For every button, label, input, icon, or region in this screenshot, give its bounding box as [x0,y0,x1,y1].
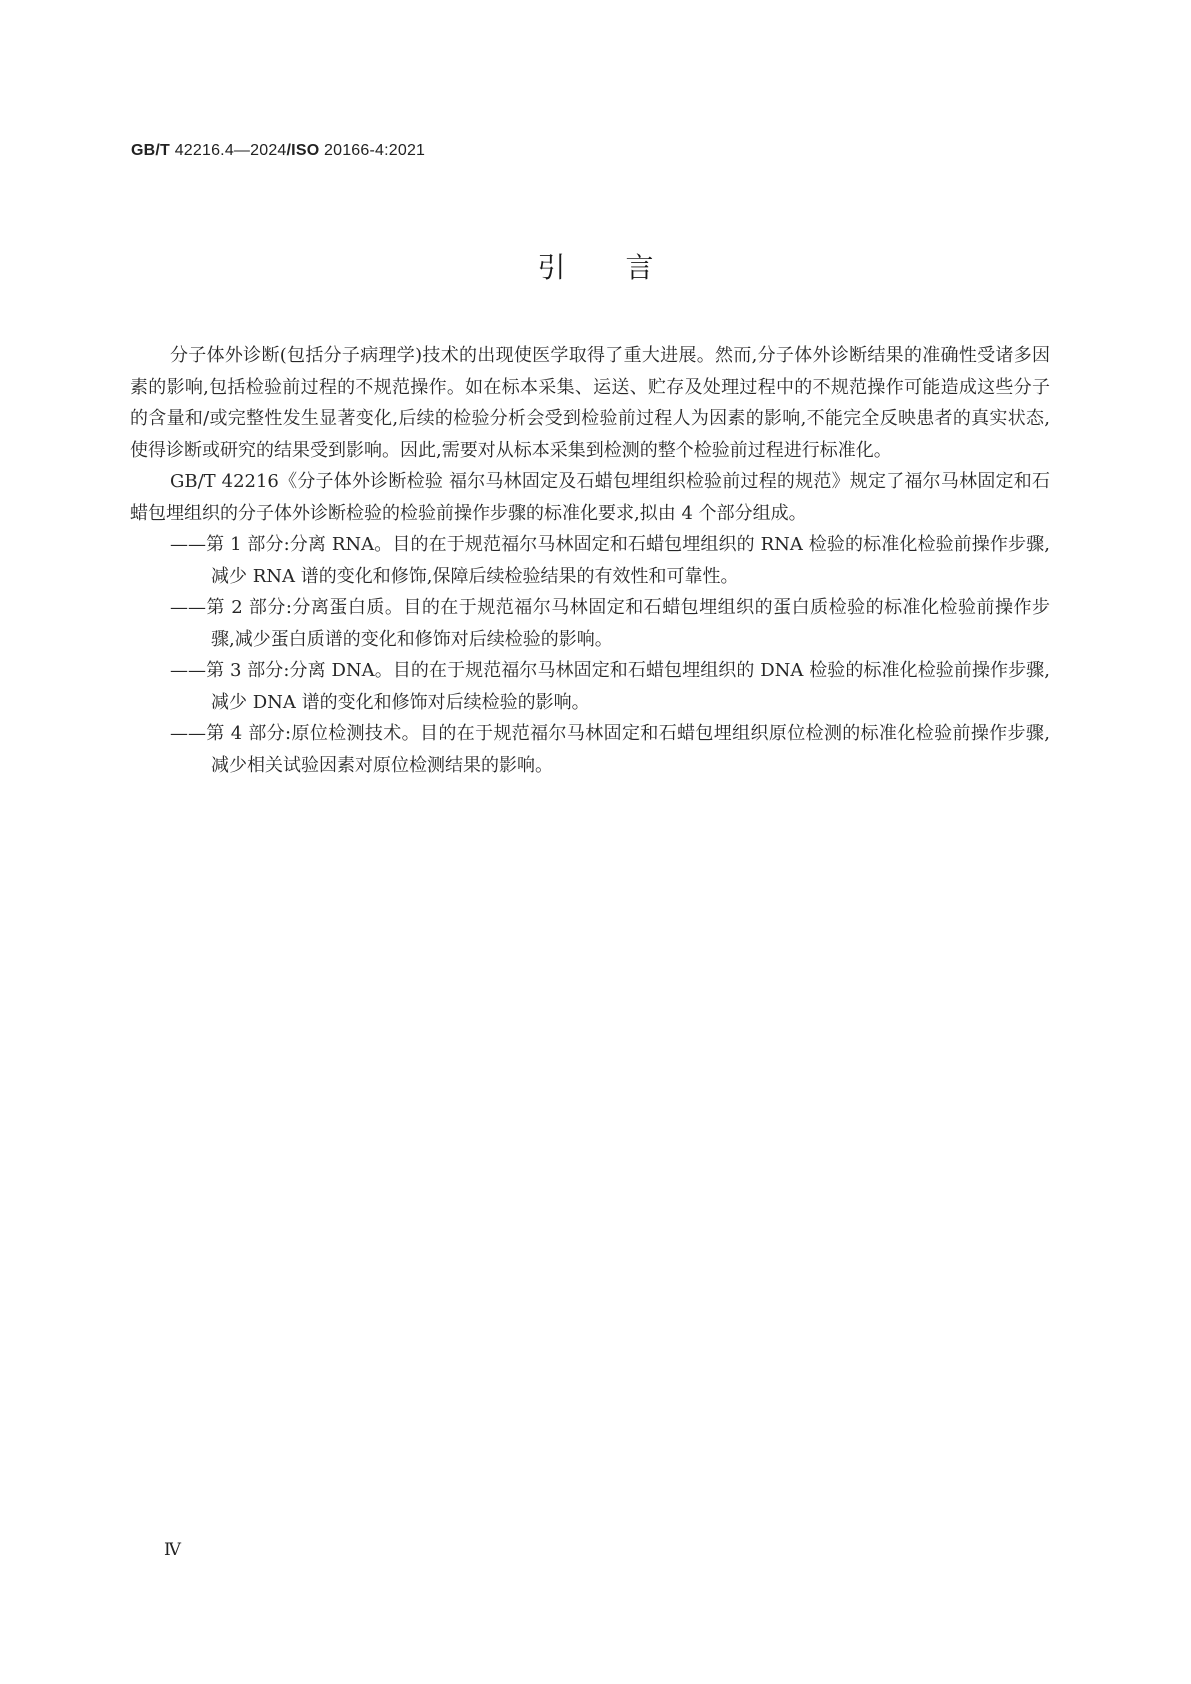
paragraph: 分子体外诊断(包括分子病理学)技术的出现使医学取得了重大进展。然而,分子体外诊断结果的准确性受诸多因素的影响,包括检验前过程的不规范操作。如在标本采集、运送、贮存及处理过程中的不规范操作可能造成这些分子的含量和/或完整性发生显著变化,后续的检验分析会受到检验前过程人为因素的影响,不能完全反映患者的真实状态,使得诊断或研究的结果受到影响。因此,需要对从标本采集到检测的整个检验前过程进行标准化。 [130,345,1050,461]
list-item-part-4: ——第 4 部分:原位检测技术。目的在于规范福尔马林固定和石蜡包埋组织原位检测的标准化检验前操作步骤,减少相关试验因素对原位检测结果的影响。 [170,723,1050,776]
standard-number: 42216.4—2024 [174,142,287,159]
list-item-part-2: ——第 2 部分:分离蛋白质。目的在于规范福尔马林固定和石蜡包埋组织的蛋白质检验的标准化检验前操作步骤,减少蛋白质谱的变化和修饰对后续检验的影响。 [170,597,1050,650]
list-item-part-1: ——第 1 部分:分离 RNA。目的在于规范福尔马林固定和石蜡包埋组织的 RNA 检验的标准化检验前操作步骤,减少 RNA 谱的变化和修饰,保障后续检验结果的有效性和可靠性。 [170,534,1050,587]
page-title: 引言 [537,251,714,284]
parts-list [130,529,1050,781]
introduction-body [130,340,1050,781]
list-item-part-3: ——第 3 部分:分离 DNA。目的在于规范福尔马林固定和石蜡包埋组织的 DNA 检验的标准化检验前操作步骤,减少 DNA 谱的变化和修饰对后续检验的影响。 [170,660,1050,713]
iso-prefix: /ISO [286,142,320,159]
iso-number: 20166-4:2021 [324,142,426,159]
standard-prefix: GB/T [131,142,171,159]
paragraph: GB/T 42216《分子体外诊断检验 福尔马林固定及石蜡包埋组织检验前过程的规范》规定了福尔马林固定和石蜡包埋组织的分子体外诊断检验的检验前操作步骤的标准化要求,拟由 4 个部分组成。 [130,471,1050,524]
document-header [131,142,425,160]
page-number: Ⅳ [164,1540,181,1560]
